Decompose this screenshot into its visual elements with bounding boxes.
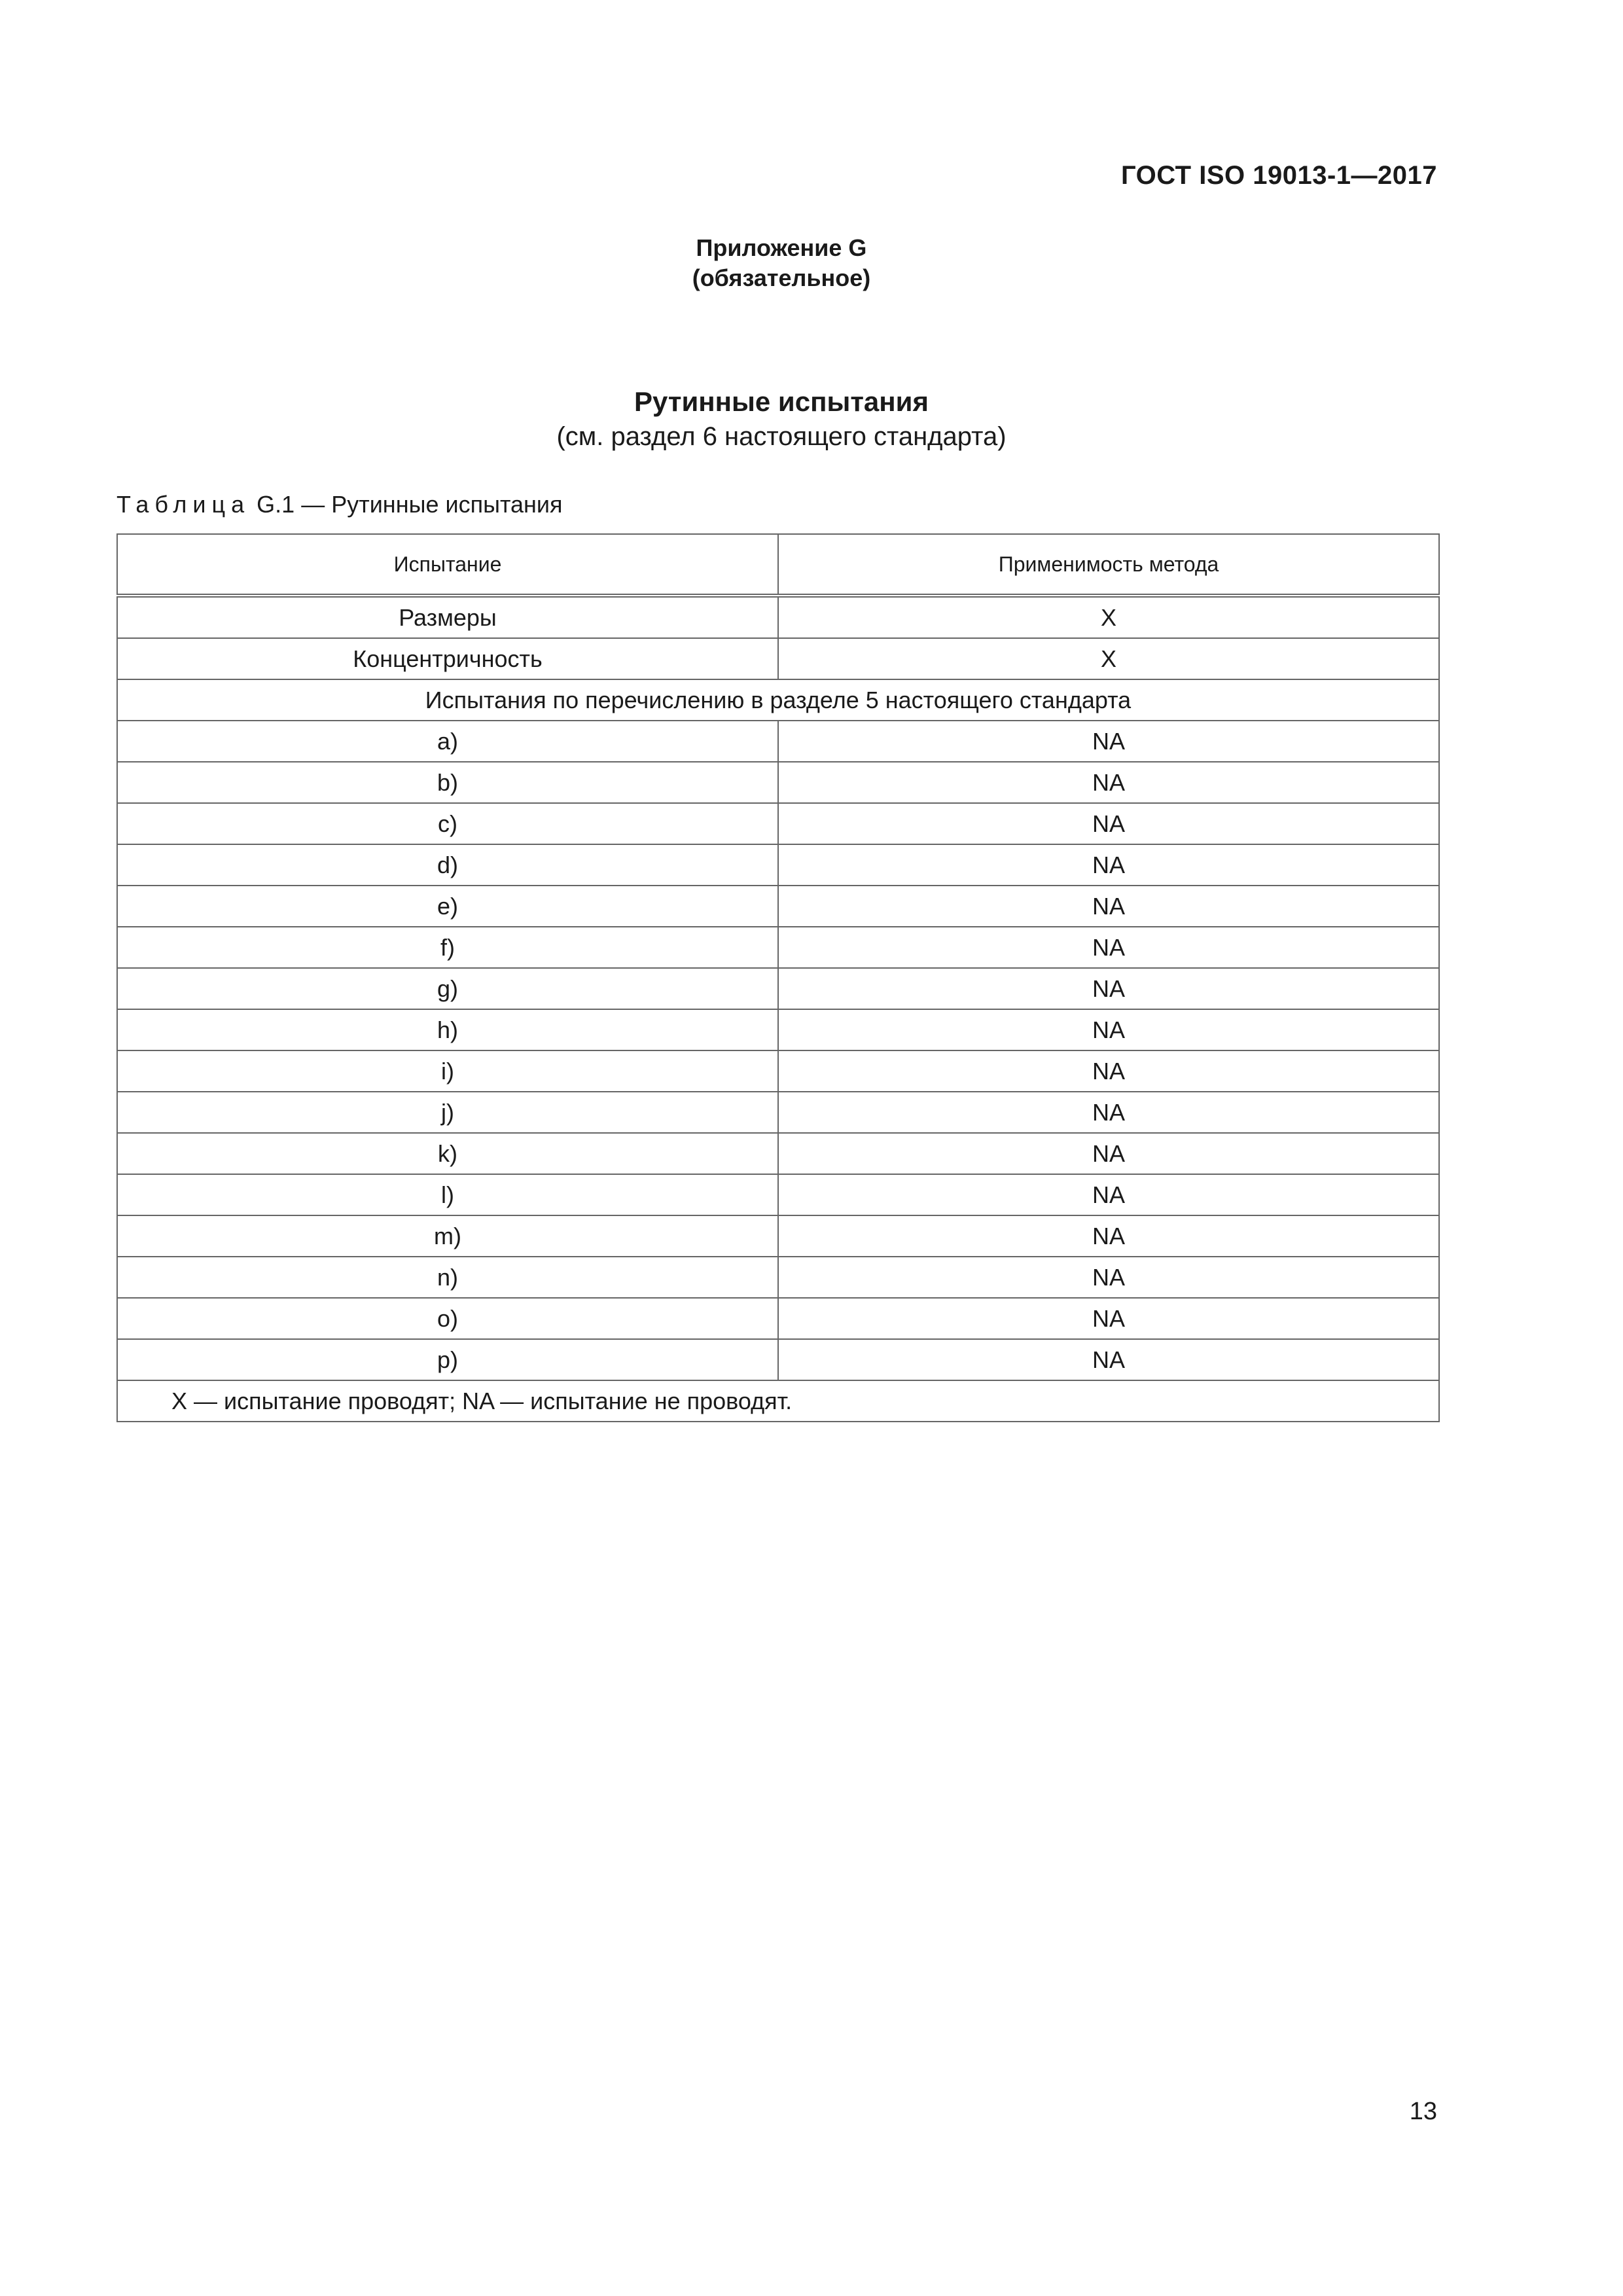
table-row	[117, 1009, 1439, 1050]
cell-test: c)	[117, 803, 778, 844]
table-row	[117, 1257, 1439, 1298]
cell-test: i)	[117, 1050, 778, 1092]
annex-heading	[0, 233, 1563, 293]
cell-value: NA	[778, 1009, 1439, 1050]
cell-value: NA	[778, 968, 1439, 1009]
cell-test: j)	[117, 1092, 778, 1133]
header-test: Испытание	[117, 534, 778, 596]
cell-value: NA	[778, 1174, 1439, 1215]
table-caption-label: Таблица	[116, 491, 251, 518]
cell-test: o)	[117, 1298, 778, 1339]
page-number: 13	[1409, 2098, 1437, 2125]
table-row	[117, 1298, 1439, 1339]
cell-value: X	[778, 596, 1439, 638]
cell-test: Концентричность	[117, 638, 778, 679]
table-row	[117, 1339, 1439, 1380]
cell-value: NA	[778, 1339, 1439, 1380]
cell-value: NA	[778, 1050, 1439, 1092]
table-row	[117, 596, 1439, 638]
table-caption	[116, 491, 563, 518]
section-reference: (см. раздел 6 настоящего стандарта)	[556, 422, 1007, 451]
table-row	[117, 638, 1439, 679]
cell-value: NA	[778, 721, 1439, 762]
table-caption-text: G.1 — Рутинные испытания	[257, 491, 563, 518]
cell-value: NA	[778, 886, 1439, 927]
cell-value: NA	[778, 762, 1439, 803]
table-row	[117, 968, 1439, 1009]
cell-test: h)	[117, 1009, 778, 1050]
table-row	[117, 1174, 1439, 1215]
cell-value: NA	[778, 1257, 1439, 1298]
cell-value: X	[778, 638, 1439, 679]
table-span-row	[117, 679, 1439, 721]
table-row	[117, 1215, 1439, 1257]
cell-span: Испытания по перечислению в разделе 5 настоящего стандарта	[117, 679, 1439, 721]
header-applicability: Применимость метода	[778, 534, 1439, 596]
cell-test: b)	[117, 762, 778, 803]
standard-number: ГОСТ ISO 19013-1—2017	[1121, 161, 1437, 190]
cell-value: NA	[778, 1215, 1439, 1257]
cell-test: a)	[117, 721, 778, 762]
routine-tests-table	[116, 533, 1440, 1422]
cell-value: NA	[778, 1298, 1439, 1339]
table-row	[117, 1133, 1439, 1174]
cell-test: k)	[117, 1133, 778, 1174]
cell-test: m)	[117, 1215, 778, 1257]
cell-test: n)	[117, 1257, 778, 1298]
cell-test: g)	[117, 968, 778, 1009]
cell-value: NA	[778, 803, 1439, 844]
cell-test: p)	[117, 1339, 778, 1380]
section-title: Рутинные испытания	[634, 386, 929, 417]
cell-value: NA	[778, 1092, 1439, 1133]
cell-test: f)	[117, 927, 778, 968]
table-footnote-row	[117, 1380, 1439, 1422]
cell-test: l)	[117, 1174, 778, 1215]
annex-status: (обязательное)	[692, 264, 871, 291]
cell-test: Размеры	[117, 596, 778, 638]
table-footnote: X — испытание проводят; NA — испытание не проводят.	[117, 1380, 1439, 1422]
cell-test: d)	[117, 844, 778, 886]
table-row	[117, 803, 1439, 844]
annex-title: Приложение G	[696, 234, 867, 261]
cell-test: e)	[117, 886, 778, 927]
table-header-row	[117, 534, 1439, 596]
cell-value: NA	[778, 927, 1439, 968]
table-row	[117, 721, 1439, 762]
table-row	[117, 762, 1439, 803]
cell-value: NA	[778, 844, 1439, 886]
cell-value: NA	[778, 1133, 1439, 1174]
table-row	[117, 844, 1439, 886]
table-row	[117, 1092, 1439, 1133]
table-row	[117, 886, 1439, 927]
table-row	[117, 927, 1439, 968]
table-row	[117, 1050, 1439, 1092]
